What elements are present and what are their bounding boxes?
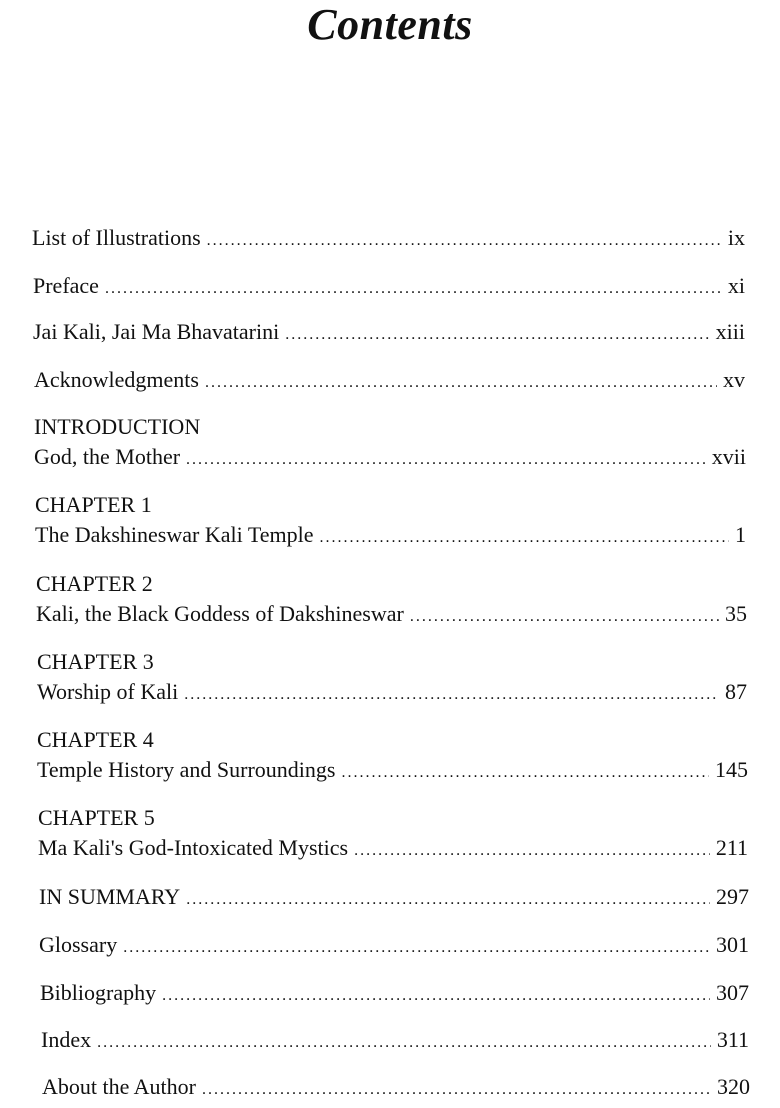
entry-label: Glossary [39,932,118,957]
entry-label: Kali, the Black Goddess of Dakshineswar [36,601,404,626]
entry-page: xiii [715,319,745,344]
dot-leader [184,680,719,710]
entry-heading: CHAPTER 2 [36,571,153,596]
entry-label: Index [41,1027,92,1052]
toc-entry[interactable] [42,1072,750,1105]
entry-heading: CHAPTER 4 [37,727,154,752]
entry-heading: CHAPTER 1 [35,492,152,517]
toc-entry[interactable] [34,365,745,398]
dot-leader [97,1028,711,1058]
toc-entry[interactable] [33,271,745,304]
dot-leader [354,836,710,866]
entry-heading: CHAPTER 5 [38,805,155,830]
entry-label: Ma Kali's God-Intoxicated Mystics [38,835,349,860]
entry-label: Temple History and Surroundings [37,757,336,782]
dot-leader [123,933,710,963]
dot-leader [202,1075,711,1105]
entry-page: 307 [716,980,749,1005]
toc-entry[interactable] [39,882,749,915]
entry-page: xv [723,367,745,392]
dot-leader [207,226,722,256]
entry-page: xvii [711,444,746,469]
entry-label: Jai Kali, Jai Ma Bhavatarini [33,319,280,344]
dot-leader [186,445,706,475]
entry-page: ix [727,225,745,250]
entry-page: 320 [717,1074,750,1099]
entry-page: 145 [715,757,748,782]
entry-page: 297 [716,884,749,909]
dot-leader [205,368,717,398]
entry-label: IN SUMMARY [39,884,181,909]
entry-label: Worship of Kali [37,679,179,704]
toc-entry[interactable] [37,725,748,788]
entry-heading: CHAPTER 3 [37,649,154,674]
entry-page: 211 [715,835,748,860]
entry-page: 311 [716,1027,749,1052]
dot-leader [162,981,710,1011]
entry-label: List of Illustrations [32,225,201,250]
toc-entry[interactable] [38,803,748,866]
entry-label: Preface [33,273,99,298]
toc-entry[interactable] [35,490,746,553]
toc-entry[interactable] [36,569,747,632]
entry-heading: INTRODUCTION [34,414,201,439]
entry-label: The Dakshineswar Kali Temple [35,522,314,547]
toc-entry[interactable] [41,1025,749,1058]
entry-page: 35 [725,601,747,626]
toc-entry[interactable] [37,647,747,710]
dot-leader [285,320,709,350]
dot-leader [319,523,729,553]
entry-page: xi [727,273,745,298]
dot-leader [341,758,709,788]
toc-entry[interactable] [32,223,745,256]
entry-label: Acknowledgments [34,367,199,392]
entry-label: God, the Mother [34,444,181,469]
page-title: Contents [307,0,473,49]
toc-entry[interactable] [39,930,749,963]
dot-leader [105,274,722,304]
toc-entry[interactable] [40,978,749,1011]
toc-entry[interactable] [34,412,746,475]
entry-label: Bibliography [40,980,157,1005]
entry-page: 1 [735,522,746,547]
dot-leader [410,602,719,632]
dot-leader [186,885,710,915]
entry-page: 87 [725,679,747,704]
toc-entry[interactable] [33,317,745,350]
entry-page: 301 [716,932,749,957]
entry-label: About the Author [42,1074,196,1099]
